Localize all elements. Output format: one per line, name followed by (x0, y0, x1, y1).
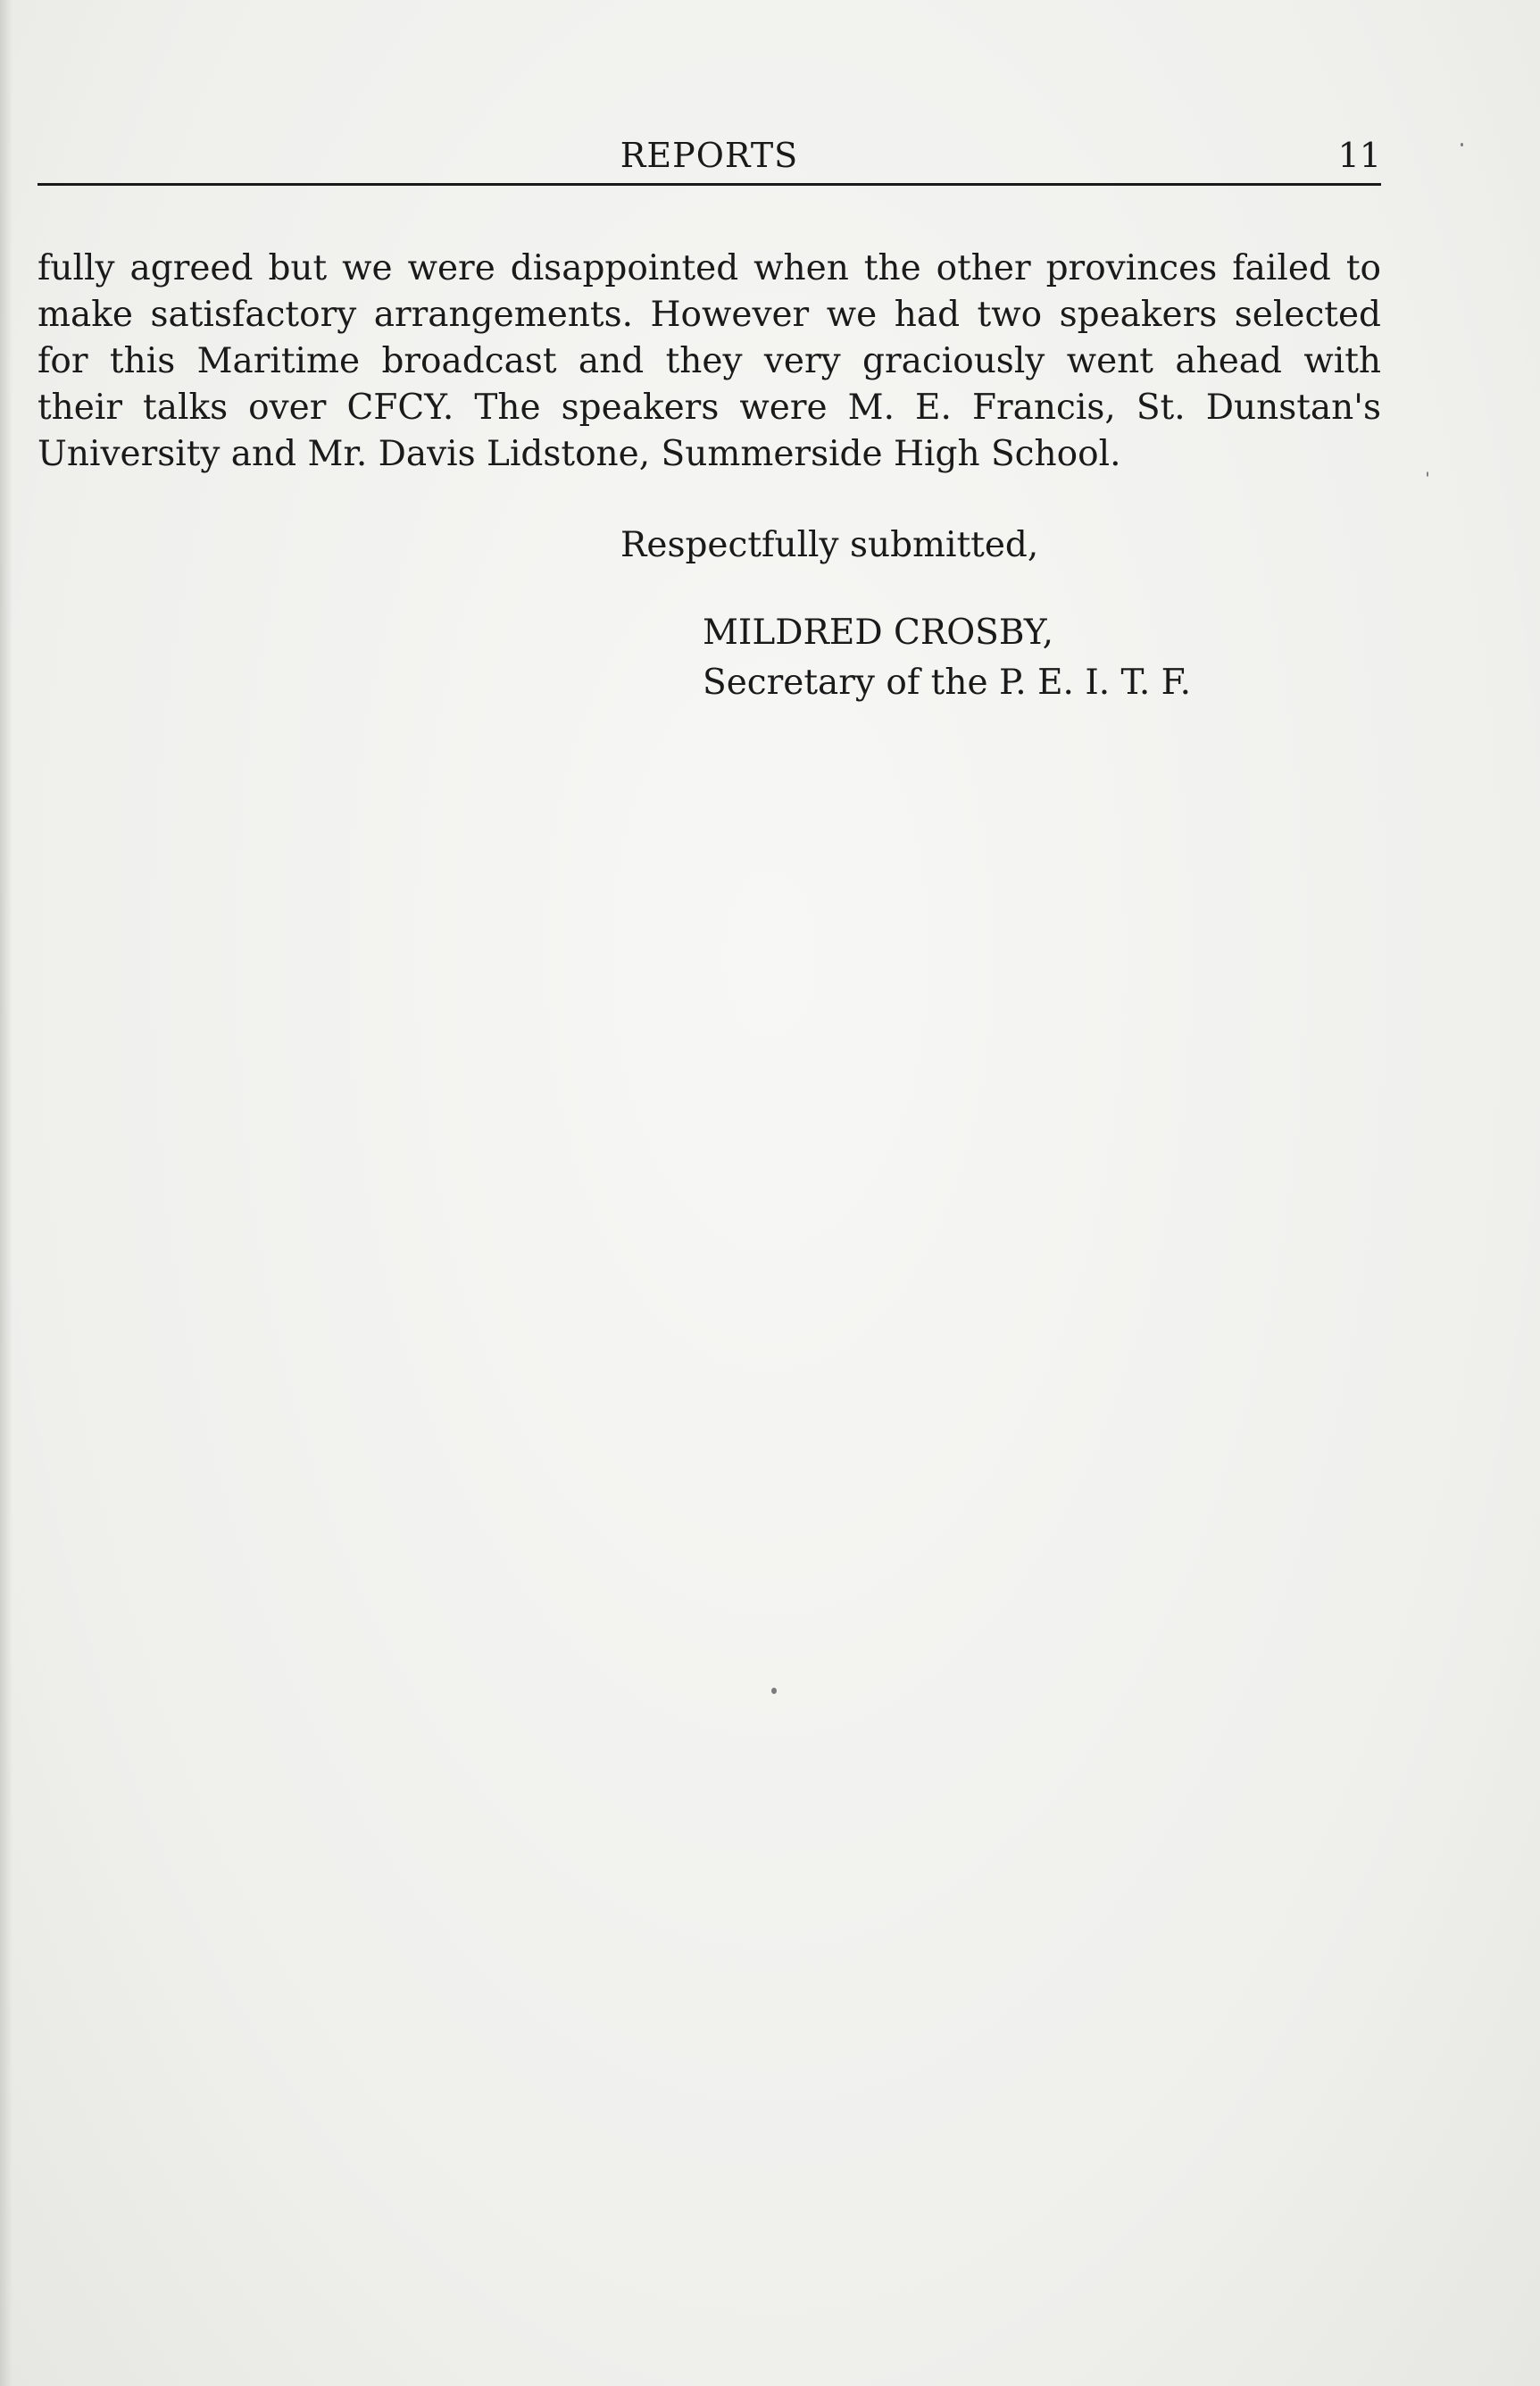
signature-block (703, 610, 1191, 706)
page-number: 11 (1337, 136, 1381, 175)
page-header (37, 134, 1381, 188)
paper-speck (1427, 471, 1428, 477)
paper-speck (1461, 143, 1463, 146)
closing-salutation: Respectfully submitted, (620, 525, 1039, 565)
report-paragraph (37, 246, 1381, 478)
paragraph-line: for this Maritime broadcast and they very graciously went ahead with (37, 341, 1381, 381)
paragraph-line-last: University and Mr. Davis Lidstone, Summerside High School. (37, 434, 1121, 474)
paragraph-line: make satisfactory arrangements. However we had two speakers selected (37, 295, 1381, 335)
header-rule (37, 183, 1381, 186)
page-left-edge (0, 0, 12, 2386)
signatory-name: MILDRED CROSBY, (703, 613, 1053, 653)
running-head: REPORTS (620, 136, 799, 175)
paper-speck (771, 1688, 777, 1694)
paragraph-line: fully agreed but we were disappointed when the other provinces failed to (37, 248, 1381, 288)
signatory-title: Secretary of the P. E. I. T. F. (703, 663, 1191, 703)
paragraph-line: their talks over CFCY. The speakers were M. E. Francis, St. Dunstan's (37, 388, 1381, 428)
